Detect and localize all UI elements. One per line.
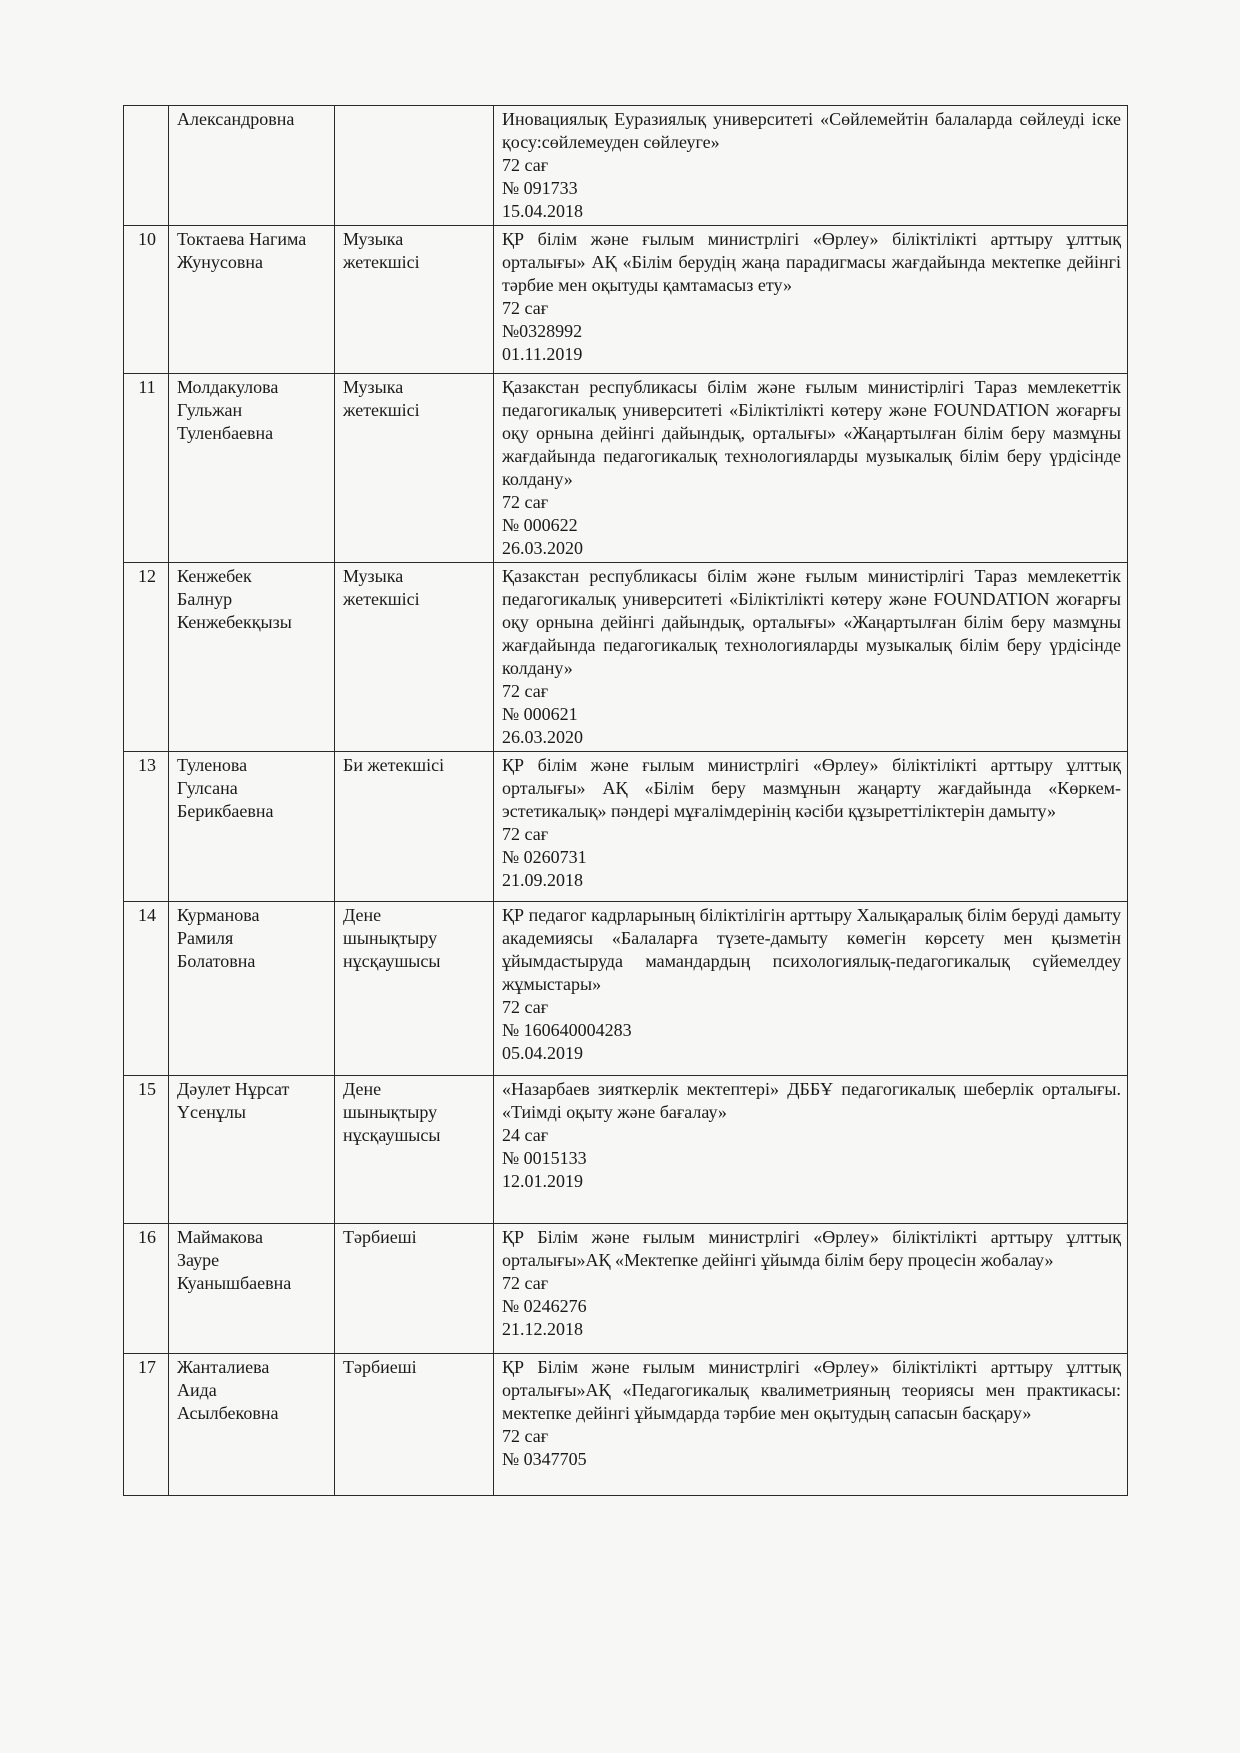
name-line: Маймакова [177, 1227, 263, 1247]
position [335, 226, 494, 374]
certificate-date: 21.12.2018 [502, 1319, 583, 1339]
row-number: 17 [124, 1354, 169, 1496]
table-row [124, 374, 1128, 563]
table-row [124, 752, 1128, 902]
position-line: нұсқаушысы [343, 1125, 441, 1145]
course-hours: 72 сағ [502, 1273, 549, 1293]
certificate-number: № 0015133 [502, 1148, 587, 1168]
position [335, 374, 494, 563]
certificate-date: 12.01.2019 [502, 1171, 583, 1191]
name-line: Берикбаевна [177, 801, 274, 821]
position-line: Би жетекшісі [343, 755, 445, 775]
course-details [494, 1224, 1128, 1354]
name-line: Асылбековна [177, 1403, 279, 1423]
certificate-number: № 160640004283 [502, 1020, 632, 1040]
course-text: ҚР Білім және ғылым министрлігі «Өрлеу» біліктілікті арттыру ұлттық орталығы»АҚ «Педагогикалық квалиметрияның теориясы мен практикасы: мектепке дейінгі ұйымдарда тәрбие мен оқытудың сапасын басқару» [502, 1357, 1121, 1423]
course-details [494, 1076, 1128, 1224]
certificate-date: 15.04.2018 [502, 201, 583, 221]
name-line: Курманова [177, 905, 260, 925]
certificate-date: 26.03.2020 [502, 727, 583, 747]
course-details [494, 226, 1128, 374]
course-details [494, 1354, 1128, 1496]
course-hours: 72 сағ [502, 681, 549, 701]
person-name [169, 902, 335, 1076]
name-line: Балнур [177, 589, 233, 609]
course-details [494, 106, 1128, 226]
position-line: Музыка [343, 566, 404, 586]
row-number: 15 [124, 1076, 169, 1224]
qualification-table [123, 105, 1128, 1496]
name-line: Аида [177, 1380, 217, 1400]
position-line: нұсқаушысы [343, 951, 441, 971]
position [335, 106, 494, 226]
certificate-date: 21.09.2018 [502, 870, 583, 890]
table-row [124, 1224, 1128, 1354]
name-line: Туленбаевна [177, 423, 274, 443]
course-hours: 72 сағ [502, 1426, 549, 1446]
name-line: Гулсана [177, 778, 238, 798]
row-number: 12 [124, 563, 169, 752]
name-line: Гульжан [177, 400, 243, 420]
course-text: Қазакстан республикасы білім және ғылым министірлігі Тараз мемлекеттік педагогикалық университеті «Біліктілікті көтеру және FOUNDATION жоғарғы оқу орнына дейінгі дайындық, орталығы» «Жаңартылған білім беру мазмұны жағдайында педагогикалық технологияларды музыкалық білім беру үрдісінде колдану» [502, 377, 1121, 489]
position [335, 902, 494, 1076]
position-line: Дене [343, 1079, 382, 1099]
position-line: шынықтыру [343, 1102, 438, 1122]
certificate-number: № 091733 [502, 178, 578, 198]
course-details [494, 563, 1128, 752]
position [335, 563, 494, 752]
row-number: 14 [124, 902, 169, 1076]
name-line: Рамиля [177, 928, 234, 948]
position-line: Тәрбиеші [343, 1227, 417, 1247]
course-text: ҚР білім және ғылым министрлігі «Өрлеу» біліктілікті арттыру ұлттық орталығы» АҚ «Білім беру мазмұнын жаңарту жағдайында «Көркем-эстетикалық» пәндері мұғалімдерінің кәсіби құзыреттіліктерін дамыту» [502, 755, 1121, 821]
name-line: Туленова [177, 755, 248, 775]
course-hours: 72 сағ [502, 155, 549, 175]
person-name [169, 226, 335, 374]
course-hours: 72 сағ [502, 997, 549, 1017]
person-name [169, 563, 335, 752]
person-name [169, 1076, 335, 1224]
course-text: ҚР педагог кадрларының біліктілігін арттыру Халықаралық білім беруді дамыту академиясы «Балаларға түзете-дамыту көмегін көрсету мен қызметін ұйымдастыруда мамандардың психологиялық-педагогикалық сүйемелдеу жұмыстары» [502, 905, 1121, 994]
row-number [124, 106, 169, 226]
certificate-number: № 0246276 [502, 1296, 587, 1316]
certificate-number: № 000621 [502, 704, 578, 724]
table-row [124, 1354, 1128, 1496]
certificate-number: № 0260731 [502, 847, 587, 867]
position-line: жетекшісі [343, 400, 420, 420]
row-number: 11 [124, 374, 169, 563]
course-hours: 72 сағ [502, 492, 549, 512]
position-line: Тәрбиеші [343, 1357, 417, 1377]
position [335, 1076, 494, 1224]
name-line: Болатовна [177, 951, 256, 971]
position-line: жетекшісі [343, 589, 420, 609]
position [335, 1224, 494, 1354]
course-text: Қазакстан республикасы білім және ғылым министірлігі Тараз мемлекеттік педагогикалық университеті «Біліктілікті көтеру және FOUNDATION жоғарғы оқу орнына дейінгі дайындық, орталығы» «Жаңартылған білім беру мазмұны жағдайында педагогикалық технологияларды музыкалық білім беру үрдісінде колдану» [502, 566, 1121, 678]
certificate-number: № 000622 [502, 515, 578, 535]
name-line: Зауре [177, 1250, 220, 1270]
certificate-date: 01.11.2019 [502, 344, 583, 364]
name-line: Дәулет Нұрсат Үсенұлы [177, 1079, 290, 1122]
certificate-number: № 0347705 [502, 1449, 587, 1469]
position-line: жетекшісі [343, 252, 420, 272]
name-line: Токтаева Нагима Жунусовна [177, 229, 307, 272]
row-number: 16 [124, 1224, 169, 1354]
table-row [124, 1076, 1128, 1224]
row-number: 13 [124, 752, 169, 902]
name-line: Жанталиева [177, 1357, 270, 1377]
table-row [124, 902, 1128, 1076]
name-line: Куанышбаевна [177, 1273, 292, 1293]
position-line: Музыка [343, 377, 404, 397]
course-hours: 24 сағ [502, 1125, 549, 1145]
person-name [169, 1354, 335, 1496]
person-name [169, 752, 335, 902]
person-name [169, 106, 335, 226]
table-row [124, 106, 1128, 226]
position [335, 752, 494, 902]
table-row [124, 226, 1128, 374]
name-line: Молдакулова [177, 377, 279, 397]
course-hours: 72 сағ [502, 824, 549, 844]
name-line: Кенжебекқызы [177, 612, 292, 632]
position-line: шынықтыру [343, 928, 438, 948]
course-text: Иновациялық Еуразиялық университеті «Сөйлемейтін балаларда сөйлеуді іске қосу:сөйлемеуден сөйлеуге» [502, 109, 1121, 152]
course-details [494, 752, 1128, 902]
certificate-number: №0328992 [502, 321, 583, 341]
name-line: Александровна [177, 109, 295, 129]
course-details [494, 902, 1128, 1076]
name-line: Кенжебек [177, 566, 252, 586]
position-line: Дене [343, 905, 382, 925]
table-row [124, 563, 1128, 752]
row-number: 10 [124, 226, 169, 374]
person-name [169, 1224, 335, 1354]
course-details [494, 374, 1128, 563]
course-text: «Назарбаев зияткерлік мектептері» ДББҰ педагогикалық шеберлік орталығы. «Тиімді оқыту және бағалау» [502, 1079, 1121, 1122]
certificate-date: 26.03.2020 [502, 538, 583, 558]
course-text: ҚР Білім және ғылым министрлігі «Өрлеу» біліктілікті арттыру ұлттық орталығы»АҚ «Мектепке дейінгі ұйымда білім беру процесін жобалау» [502, 1227, 1121, 1270]
course-text: ҚР білім және ғылым министрлігі «Өрлеу» біліктілікті арттыру ұлттық орталығы» АҚ «Білім берудің жаңа парадигмасы жағдайында мектепке дейінгі тәрбие мен оқытуды қамтамасыз ету» [502, 229, 1121, 295]
certificate-date: 05.04.2019 [502, 1043, 583, 1063]
person-name [169, 374, 335, 563]
course-hours: 72 сағ [502, 298, 549, 318]
position-line: Музыка [343, 229, 404, 249]
position [335, 1354, 494, 1496]
